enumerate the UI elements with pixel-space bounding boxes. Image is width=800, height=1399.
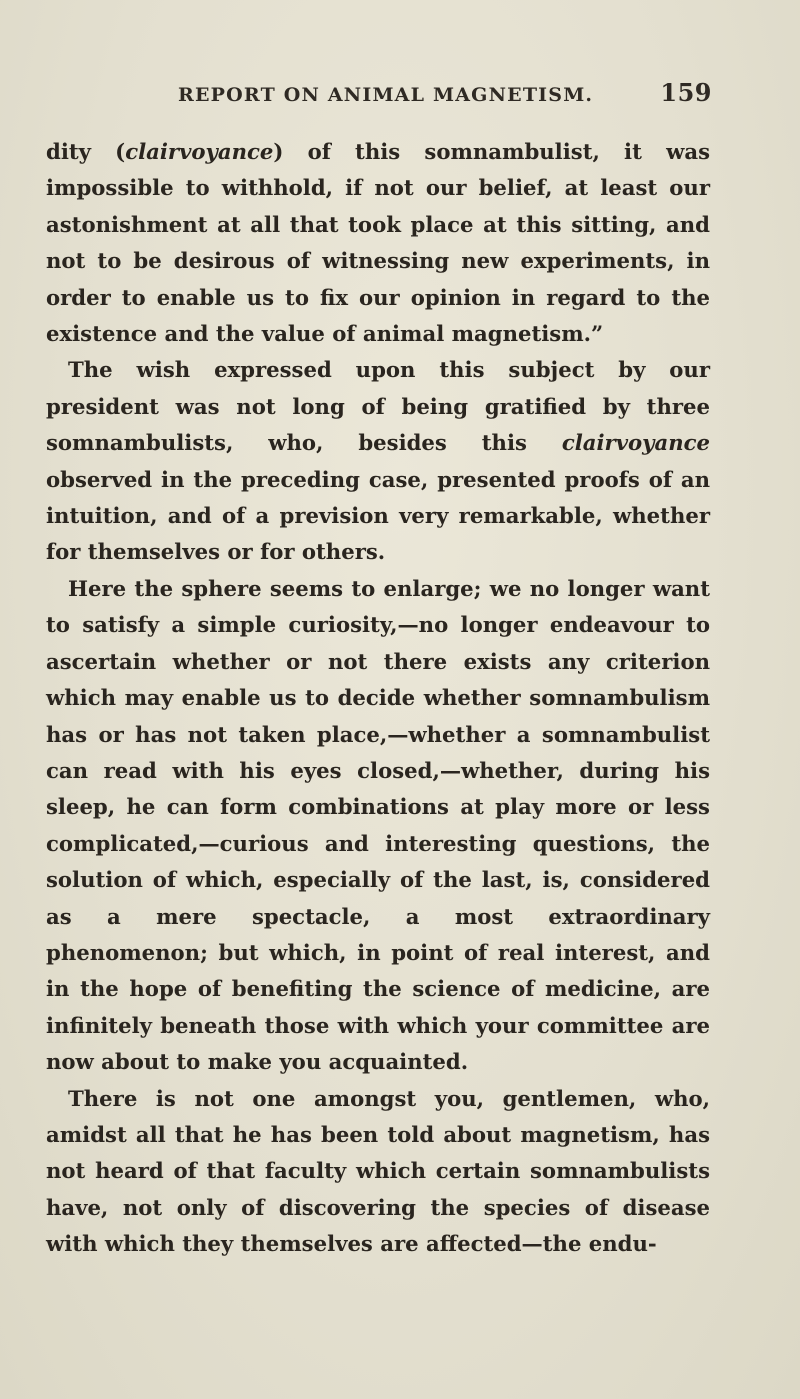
paragraph <box>46 352 710 570</box>
text-segment: The wish expressed upon this subject by our president was not long of being gratified by three somnambulists, who, besides this <box>46 357 710 456</box>
body-text <box>46 134 710 1263</box>
italic-text-segment: clairvoyance <box>561 430 710 456</box>
text-segment: observed in the preceding case, presented proofs of an intuition, and of a prevision very remarkable, whether for themselves or for others. <box>46 466 710 565</box>
paragraph <box>46 1081 710 1263</box>
running-head <box>178 78 712 110</box>
running-head-title: REPORT ON ANIMAL MAGNETISM. <box>178 84 594 106</box>
text-segment: dity ( <box>46 139 126 164</box>
paragraph <box>46 134 710 352</box>
italic-text-segment: clairvoyance <box>125 139 274 164</box>
text-segment: There is not one amongst you, gentlemen, who, amidst all that he has been told about magnetism, has not heard of that faculty which certain somnambulists have, not only of discovering the species of disease with which they themselves are affected—the endu- <box>46 1085 710 1257</box>
text-segment: ) of this somnambulist, it was impossible to withhold, if not our belief, at least our astonishment at all that took place at this sitting, and not to be desirous of witnessing new experiments, in order to enable us to fix our opinion in regard to the existence and the value of animal magnetism.” <box>46 139 710 347</box>
paragraph <box>46 571 710 1081</box>
page-number: 159 <box>660 78 712 107</box>
text-segment: Here the sphere seems to enlarge; we no longer want to satisfy a simple curiosity,—no longer endeavour to ascertain whether or not there exists any criterion which may enable us to decide whether somnambulism has or has not taken place,—whether a somnambulist can read with his eyes closed,—whether, during his sleep, he can form combinations at play more or less complicated,—curious and interesting questions, the solution of which, especially of the last, is, considered as a mere spectacle, a most extraordinary phenomenon; but which, in point of real interest, and in the hope of benefiting the science of medicine, are infinitely beneath those with which your committee are now about to make you acquainted. <box>46 575 710 1075</box>
